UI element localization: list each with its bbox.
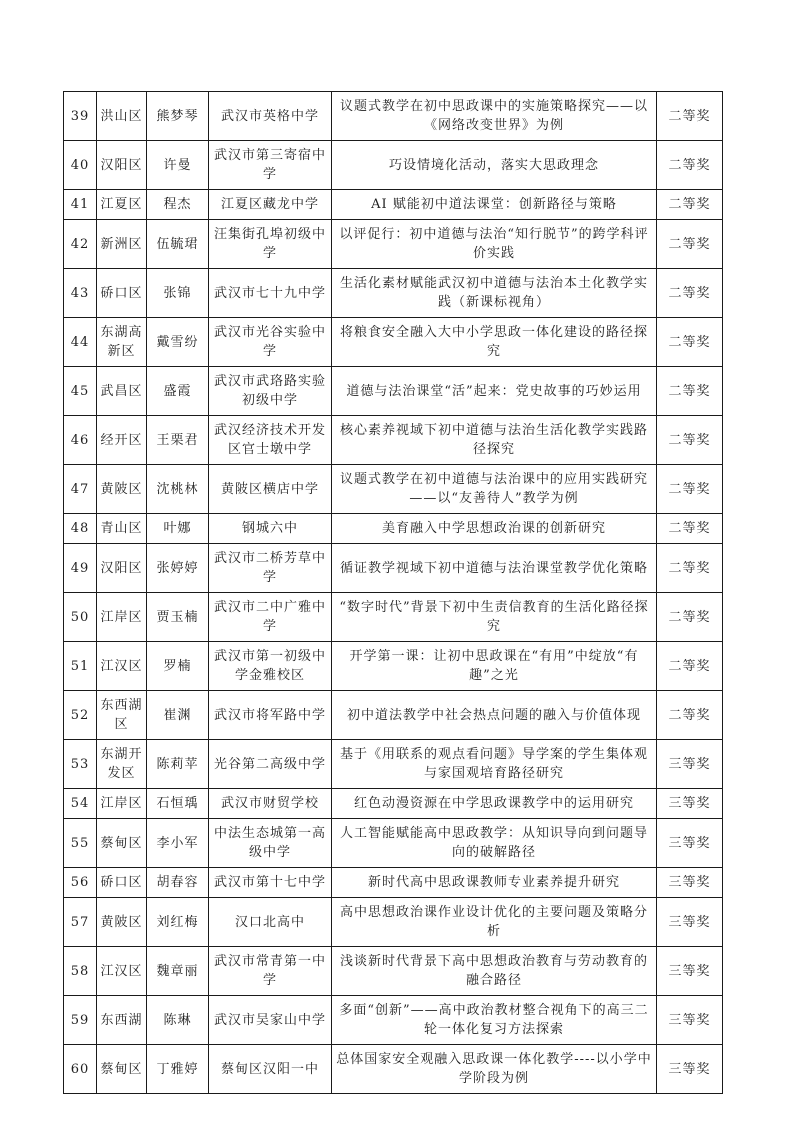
district-cell: 江汉区 — [97, 642, 147, 691]
district-cell: 蔡甸区 — [97, 819, 147, 868]
district-cell: 东西湖区 — [97, 691, 147, 740]
table-row — [64, 947, 723, 996]
award-cell: 三等奖 — [657, 996, 723, 1045]
school-cell: 武汉市常青第一中学 — [209, 947, 332, 996]
row-number-cell: 56 — [64, 868, 97, 898]
row-number-cell: 40 — [64, 141, 97, 190]
name-cell: 叶娜 — [147, 514, 209, 544]
name-cell: 盛霞 — [147, 367, 209, 416]
award-cell: 二等奖 — [657, 92, 723, 141]
name-cell: 程杰 — [147, 190, 209, 220]
school-cell: 武汉市二中广雅中学 — [209, 593, 332, 642]
school-cell: 光谷第二高级中学 — [209, 740, 332, 789]
school-cell: 武汉市七十九中学 — [209, 269, 332, 318]
title-cell: 巧设情境化活动，落实大思政理念 — [332, 141, 657, 190]
school-cell: 武汉市将军路中学 — [209, 691, 332, 740]
district-cell: 黄陂区 — [97, 898, 147, 947]
district-cell: 蔡甸区 — [97, 1045, 147, 1094]
row-number-cell: 51 — [64, 642, 97, 691]
title-cell: 多面“创新”——高中政治教材整合视角下的高三二轮一体化复习方法探索 — [332, 996, 657, 1045]
award-cell: 二等奖 — [657, 465, 723, 514]
district-cell: 硚口区 — [97, 269, 147, 318]
district-cell: 江岸区 — [97, 789, 147, 819]
row-number-cell: 44 — [64, 318, 97, 367]
name-cell: 戴雪纷 — [147, 318, 209, 367]
name-cell: 罗楠 — [147, 642, 209, 691]
school-cell: 武汉市武珞路实验初级中学 — [209, 367, 332, 416]
title-cell: “数字时代”背景下初中生责信教育的生活化路径探究 — [332, 593, 657, 642]
name-cell: 张锦 — [147, 269, 209, 318]
row-number-cell: 43 — [64, 269, 97, 318]
school-cell: 武汉市第三寄宿中学 — [209, 141, 332, 190]
district-cell: 新洲区 — [97, 220, 147, 269]
name-cell: 陈琳 — [147, 996, 209, 1045]
name-cell: 陈莉苹 — [147, 740, 209, 789]
row-number-cell: 49 — [64, 544, 97, 593]
name-cell: 伍毓珺 — [147, 220, 209, 269]
district-cell: 东西湖 — [97, 996, 147, 1045]
row-number-cell: 53 — [64, 740, 97, 789]
award-cell: 二等奖 — [657, 691, 723, 740]
name-cell: 崔渊 — [147, 691, 209, 740]
district-cell: 汉阳区 — [97, 544, 147, 593]
title-cell: 红色动漫资源在中学思政课教学中的运用研究 — [332, 789, 657, 819]
title-cell: AI 赋能初中道法课堂：创新路径与策略 — [332, 190, 657, 220]
district-cell: 汉阳区 — [97, 141, 147, 190]
award-cell: 二等奖 — [657, 220, 723, 269]
name-cell: 沈桃林 — [147, 465, 209, 514]
table-row — [64, 544, 723, 593]
row-number-cell: 55 — [64, 819, 97, 868]
district-cell: 江汉区 — [97, 947, 147, 996]
row-number-cell: 60 — [64, 1045, 97, 1094]
school-cell: 汉口北高中 — [209, 898, 332, 947]
school-cell: 蔡甸区汉阳一中 — [209, 1045, 332, 1094]
row-number-cell: 52 — [64, 691, 97, 740]
award-cell: 二等奖 — [657, 190, 723, 220]
district-cell: 黄陂区 — [97, 465, 147, 514]
award-cell: 三等奖 — [657, 789, 723, 819]
award-cell: 二等奖 — [657, 416, 723, 465]
district-cell: 青山区 — [97, 514, 147, 544]
award-cell: 三等奖 — [657, 947, 723, 996]
name-cell: 刘红梅 — [147, 898, 209, 947]
award-cell: 三等奖 — [657, 1045, 723, 1094]
title-cell: 初中道法教学中社会热点问题的融入与价值体现 — [332, 691, 657, 740]
name-cell: 胡春容 — [147, 868, 209, 898]
award-cell: 三等奖 — [657, 898, 723, 947]
title-cell: 议题式教学在初中道德与法治课中的应用实践研究——以“友善待人”教学为例 — [332, 465, 657, 514]
table-row — [64, 318, 723, 367]
school-cell: 武汉市财贸学校 — [209, 789, 332, 819]
award-cell: 二等奖 — [657, 514, 723, 544]
district-cell: 东湖开发区 — [97, 740, 147, 789]
name-cell: 熊梦琴 — [147, 92, 209, 141]
school-cell: 江夏区藏龙中学 — [209, 190, 332, 220]
table-row — [64, 514, 723, 544]
row-number-cell: 58 — [64, 947, 97, 996]
title-cell: 将粮食安全融入大中小学思政一体化建设的路径探究 — [332, 318, 657, 367]
title-cell: 议题式教学在初中思政课中的实施策略探究——以《网络改变世界》为例 — [332, 92, 657, 141]
name-cell: 张婷婷 — [147, 544, 209, 593]
row-number-cell: 59 — [64, 996, 97, 1045]
title-cell: 新时代高中思政课教师专业素养提升研究 — [332, 868, 657, 898]
table-row — [64, 92, 723, 141]
title-cell: 人工智能赋能高中思政教学：从知识导向到问题导向的破解路径 — [332, 819, 657, 868]
title-cell: 核心素养视域下初中道德与法治生活化教学实践路径探究 — [332, 416, 657, 465]
award-table-body — [64, 92, 723, 1094]
row-number-cell: 47 — [64, 465, 97, 514]
title-cell: 开学第一课：让初中思政课在“有用”中绽放“有趣”之光 — [332, 642, 657, 691]
row-number-cell: 48 — [64, 514, 97, 544]
name-cell: 贾玉楠 — [147, 593, 209, 642]
district-cell: 经开区 — [97, 416, 147, 465]
school-cell: 汪集街孔埠初级中学 — [209, 220, 332, 269]
school-cell: 武汉市第一初级中学金雅校区 — [209, 642, 332, 691]
award-table — [63, 91, 723, 1094]
table-row — [64, 868, 723, 898]
school-cell: 武汉市光谷实验中学 — [209, 318, 332, 367]
award-cell: 三等奖 — [657, 819, 723, 868]
award-cell: 二等奖 — [657, 544, 723, 593]
row-number-cell: 39 — [64, 92, 97, 141]
row-number-cell: 57 — [64, 898, 97, 947]
row-number-cell: 46 — [64, 416, 97, 465]
row-number-cell: 45 — [64, 367, 97, 416]
name-cell: 王栗君 — [147, 416, 209, 465]
district-cell: 江夏区 — [97, 190, 147, 220]
row-number-cell: 50 — [64, 593, 97, 642]
award-cell: 二等奖 — [657, 318, 723, 367]
table-row — [64, 220, 723, 269]
district-cell: 东湖高新区 — [97, 318, 147, 367]
name-cell: 丁雅婷 — [147, 1045, 209, 1094]
name-cell: 李小军 — [147, 819, 209, 868]
award-cell: 二等奖 — [657, 593, 723, 642]
title-cell: 高中思想政治课作业设计优化的主要问题及策略分析 — [332, 898, 657, 947]
row-number-cell: 42 — [64, 220, 97, 269]
school-cell: 武汉市第十七中学 — [209, 868, 332, 898]
school-cell: 武汉市英格中学 — [209, 92, 332, 141]
title-cell: 总体国家安全观融入思政课一体化教学----以小学中学阶段为例 — [332, 1045, 657, 1094]
row-number-cell: 54 — [64, 789, 97, 819]
row-number-cell: 41 — [64, 190, 97, 220]
award-cell: 二等奖 — [657, 642, 723, 691]
award-cell: 二等奖 — [657, 141, 723, 190]
table-row — [64, 819, 723, 868]
title-cell: 以评促行：初中道德与法治“知行脱节”的跨学科评价实践 — [332, 220, 657, 269]
school-cell: 武汉经济技术开发区官士墩中学 — [209, 416, 332, 465]
school-cell: 武汉市吴家山中学 — [209, 996, 332, 1045]
table-row — [64, 789, 723, 819]
table-row — [64, 740, 723, 789]
table-row — [64, 465, 723, 514]
award-cell: 三等奖 — [657, 868, 723, 898]
name-cell: 石恒瑀 — [147, 789, 209, 819]
award-cell: 二等奖 — [657, 367, 723, 416]
school-cell: 黄陂区横店中学 — [209, 465, 332, 514]
table-row — [64, 996, 723, 1045]
name-cell: 许曼 — [147, 141, 209, 190]
title-cell: 循证教学视域下初中道德与法治课堂教学优化策略 — [332, 544, 657, 593]
table-row — [64, 1045, 723, 1094]
table-row — [64, 190, 723, 220]
table-row — [64, 367, 723, 416]
district-cell: 硚口区 — [97, 868, 147, 898]
school-cell: 中法生态城第一高级中学 — [209, 819, 332, 868]
school-cell: 钢城六中 — [209, 514, 332, 544]
title-cell: 基于《用联系的观点看问题》导学案的学生集体观与家国观培育路径研究 — [332, 740, 657, 789]
title-cell: 道德与法治课堂“活”起来：党史故事的巧妙运用 — [332, 367, 657, 416]
title-cell: 浅谈新时代背景下高中思想政治教育与劳动教育的融合路径 — [332, 947, 657, 996]
school-cell: 武汉市二桥芳草中学 — [209, 544, 332, 593]
district-cell: 江岸区 — [97, 593, 147, 642]
district-cell: 洪山区 — [97, 92, 147, 141]
table-row — [64, 642, 723, 691]
district-cell: 武昌区 — [97, 367, 147, 416]
table-row — [64, 416, 723, 465]
title-cell: 美育融入中学思想政治课的创新研究 — [332, 514, 657, 544]
table-row — [64, 691, 723, 740]
table-row — [64, 141, 723, 190]
title-cell: 生活化素材赋能武汉初中道德与法治本土化教学实践（新课标视角） — [332, 269, 657, 318]
table-row — [64, 593, 723, 642]
award-cell: 二等奖 — [657, 269, 723, 318]
table-row — [64, 898, 723, 947]
table-row — [64, 269, 723, 318]
award-cell: 三等奖 — [657, 740, 723, 789]
name-cell: 魏章丽 — [147, 947, 209, 996]
